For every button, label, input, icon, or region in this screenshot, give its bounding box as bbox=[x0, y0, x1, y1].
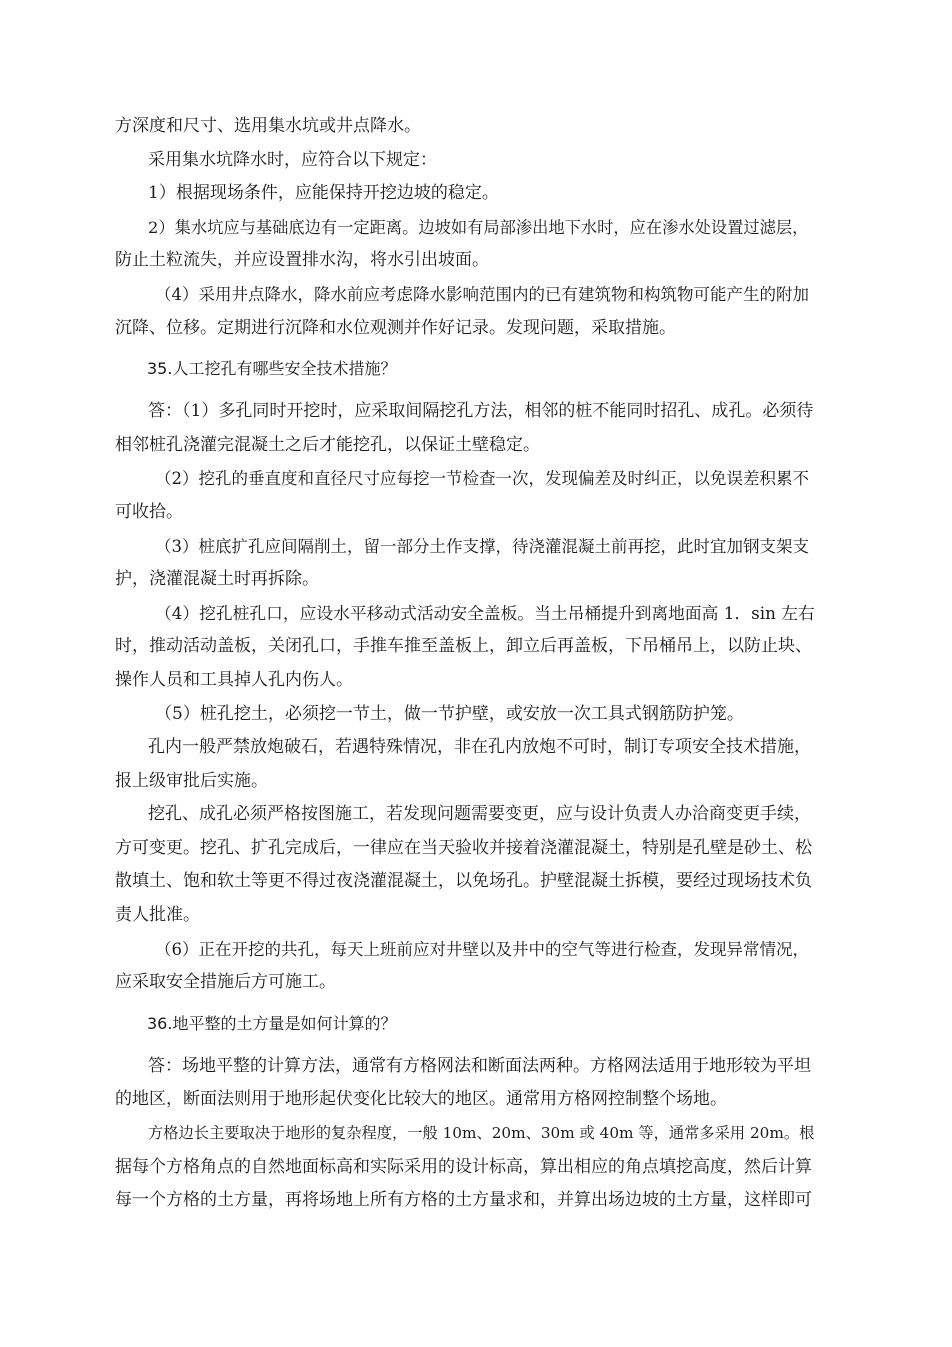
paragraph-line: 沉降、位移。定期进行沉降和水位观测并作好记录。发现问题，采取措施。 bbox=[115, 317, 676, 338]
paragraph-line: 操作人员和工具掉人孔内伤人。 bbox=[115, 669, 353, 690]
section-heading-36: 36.地平整的土方量是如何计算的？ bbox=[147, 1013, 397, 1033]
paragraph-line: 报上级审批后实施。 bbox=[115, 770, 268, 791]
paragraph-line: 挖孔、成孔必须严格按图施工，若发现问题需要变更，应与设计负责人办洽商变更手续， bbox=[148, 804, 811, 825]
paragraph-line: 每一个方格的土方量，再将场地上所有方格的土方量求和，并算出场边坡的土方量，这样即可 bbox=[115, 1190, 812, 1211]
paragraph-line: 答：场地平整的计算方法，通常有方格网法和断面法两种。方格网法适用于地形较为平坦 bbox=[148, 1055, 811, 1076]
paragraph-line: （2）挖孔的垂直度和直径尺寸应每挖一节检查一次，发现偏差及时纠正，以免误差积累不 bbox=[155, 469, 809, 489]
paragraph-line: 方深度和尺寸、选用集水坑或井点降水。 bbox=[115, 116, 421, 136]
paragraph-line: 2）集水坑应与基础底边有一定距离。边坡如有局部渗出地下水时，应在渗水处设置过滤层， bbox=[148, 217, 809, 237]
paragraph-line: 时，推动活动盖板，关闭孔口，手推车推至盖板上，卸立后再盖板，下吊桶吊上，以防止块、 bbox=[115, 636, 812, 657]
paragraph-line: 采用集水坑降水时，应符合以下规定： bbox=[148, 149, 437, 170]
paragraph-line: 散填土、饱和软土等更不得过夜浇灌混凝土，以免场孔。护壁混凝土拆模，要经过现场技术负 bbox=[115, 871, 812, 892]
paragraph-line: 的地区，断面法则用于地形起伏变化比较大的地区。通常用方格网控制整个场地。 bbox=[115, 1089, 727, 1110]
paragraph-line: 方格边长主要取决于地形的复杂程度，一般 10m、20m、30m 或 40m 等，通常多采用 20m。根 bbox=[148, 1124, 815, 1143]
paragraph-line: 责人批准。 bbox=[115, 905, 200, 926]
paragraph-line: （3）桩底扩孔应间隔削土，留一部分土作支撑，待浇灌混凝土前再挖，此时宜加钢支架支 bbox=[155, 536, 809, 556]
paragraph-line: （4）挖孔桩孔口，应设水平移动式活动安全盖板。当土吊桶提升到离地面高 1．sin 左右 bbox=[155, 602, 815, 623]
paragraph-line: 可收拾。 bbox=[115, 501, 183, 522]
paragraph-line: （6）正在开挖的共孔，每天上班前应对井壁以及井中的空气等进行检查，发现异常情况， bbox=[155, 939, 809, 959]
paragraph-line: 据每个方格角点的自然地面标高和实际采用的设计标高，算出相应的角点填挖高度，然后计算 bbox=[115, 1156, 812, 1177]
paragraph-line: 相邻桩孔浇灌完混凝土之后才能挖孔，以保证土壁稳定。 bbox=[115, 434, 540, 455]
paragraph-line: （4）采用井点降水，降水前应考虑降水影响范围内的已有建筑物和构筑物可能产生的附加 bbox=[155, 284, 809, 304]
paragraph-line: 答：（1）多孔同时开挖时，应采取间隔挖孔方法，相邻的桩不能同时招孔、成孔。必须待 bbox=[148, 401, 814, 422]
paragraph-line: 孔内一般严禁放炮破石，若遇特殊情况，非在孔内放炮不可时，制订专项安全技术措施， bbox=[148, 737, 811, 758]
document-body bbox=[115, 110, 815, 1218]
paragraph-line: （5）桩孔挖土，必须挖一节土，做一节护壁，或安放一次工具式钢筋防护笼。 bbox=[155, 703, 744, 724]
section-heading-35: 35.人工挖孔有哪些安全技术措施？ bbox=[147, 359, 397, 379]
paragraph-line: 应采取安全措施后方可施工。 bbox=[115, 972, 336, 993]
paragraph-line: 防止土粒流失，并应设置排水沟，将水引出坡面。 bbox=[115, 250, 489, 271]
paragraph-line: 方可变更。挖孔、扩孔完成后，一律应在当天验收并接着浇灌混凝土，特别是孔壁是砂土、松 bbox=[115, 837, 812, 858]
paragraph-line: 护，浇灌混凝土时再拆除。 bbox=[115, 569, 319, 590]
paragraph-line: 1）根据现场条件，应能保持开挖边坡的稳定。 bbox=[148, 183, 499, 204]
